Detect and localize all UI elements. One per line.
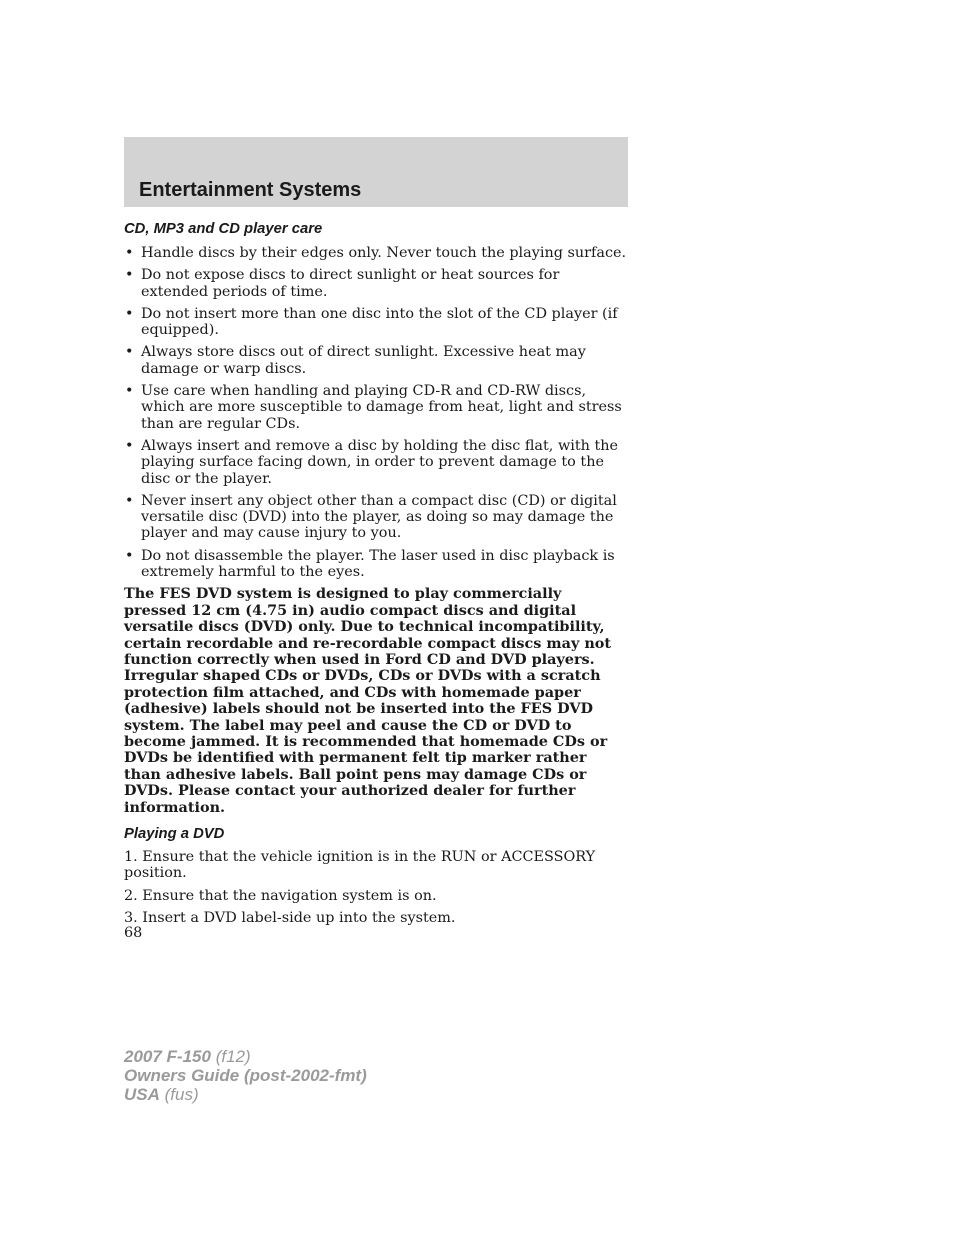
list-item bbox=[124, 245, 628, 261]
dvd-steps-list bbox=[124, 849, 628, 926]
bullet-icon: • bbox=[125, 547, 134, 564]
footer-model-code: (f12) bbox=[215, 1047, 251, 1066]
step-item: 2. Ensure that the navigation system is on. bbox=[124, 887, 437, 904]
list-item-text: Do not insert more than one disc into the slot of the CD player (if equipped). bbox=[141, 305, 618, 339]
list-item bbox=[124, 548, 628, 581]
step-item: 1. Ensure that the vehicle ignition is in the RUN or ACCESSORY position. bbox=[124, 849, 596, 882]
list-item bbox=[124, 344, 628, 377]
page-number: 68 bbox=[124, 925, 143, 941]
bullet-icon: • bbox=[125, 492, 134, 509]
disc-compatibility-warning: The FES DVD system is designed to play commercially pressed 12 cm (4.75 in) audio compact discs and digital versatile discs (DVD) only. Due to technical incompatibility, certain recordable and re-recordable compact discs may not function correctly when used in Ford CD and DVD players. Irregular shaped CDs or DVDs, CDs or DVDs with a scratch protection film attached, and CDs with homemade paper (adhesive) labels should not be inserted into the FES DVD system. The label may peel and cause the CD or DVD to become jammed. It is recommended that homemade CDs or DVDs be identified with permanent felt tip marker rather than adhesive labels. Ball point pens may damage CDs or DVDs. Please contact your authorized dealer for further information. bbox=[124, 585, 612, 816]
list-item bbox=[124, 438, 628, 487]
list-item bbox=[124, 493, 628, 542]
footer-line-market bbox=[124, 1085, 367, 1104]
page-content bbox=[124, 219, 628, 932]
list-item-text: Do not expose discs to direct sunlight or heat sources for extended periods of time. bbox=[141, 267, 560, 300]
list-item-text: Always store discs out of direct sunlight. Excessive heat may damage or warp discs. bbox=[141, 344, 586, 377]
bullet-icon: • bbox=[125, 245, 134, 261]
list-item-text: Never insert any object other than a compact disc (CD) or digital versatile disc (DVD) into the player, as doing so may damage the player and may cause injury to you. bbox=[141, 492, 617, 542]
footer-guide-name: Owners Guide (post-2002-fmt) bbox=[124, 1066, 367, 1085]
step-item: 3. Insert a DVD label-side up into the system. bbox=[124, 909, 456, 926]
subheading-playing-dvd: Playing a DVD bbox=[124, 826, 225, 843]
list-item bbox=[124, 267, 628, 300]
list-item-text: Handle discs by their edges only. Never touch the playing surface. bbox=[141, 245, 627, 261]
list-item-text: Always insert and remove a disc by holding the disc flat, with the playing surface facing down, in order to prevent damage to the disc or the player. bbox=[141, 437, 619, 487]
bullet-icon: • bbox=[125, 437, 134, 454]
care-bullet-list bbox=[124, 245, 628, 580]
document-footer bbox=[124, 1047, 367, 1104]
footer-market-code: (fus) bbox=[164, 1085, 199, 1104]
subheading-cd-care: CD, MP3 and CD player care bbox=[124, 221, 323, 237]
bullet-icon: • bbox=[125, 383, 134, 400]
list-item-text: Use care when handling and playing CD-R and CD-RW discs, which are more susceptible to damage from heat, light and stress than are regular CDs. bbox=[141, 383, 622, 432]
section-title: Entertainment Systems bbox=[139, 179, 362, 201]
section-header-band bbox=[124, 137, 628, 207]
list-item-text: Do not disassemble the player. The laser used in disc playback is extremely harmful to the eyes. bbox=[141, 547, 615, 581]
footer-market: USA bbox=[124, 1085, 160, 1104]
bullet-icon: • bbox=[125, 305, 134, 322]
list-item bbox=[124, 306, 628, 339]
list-item bbox=[124, 383, 628, 432]
footer-line-model bbox=[124, 1047, 367, 1066]
bullet-icon: • bbox=[125, 267, 134, 284]
footer-model: 2007 F-150 bbox=[124, 1047, 211, 1066]
bullet-icon: • bbox=[125, 344, 134, 361]
